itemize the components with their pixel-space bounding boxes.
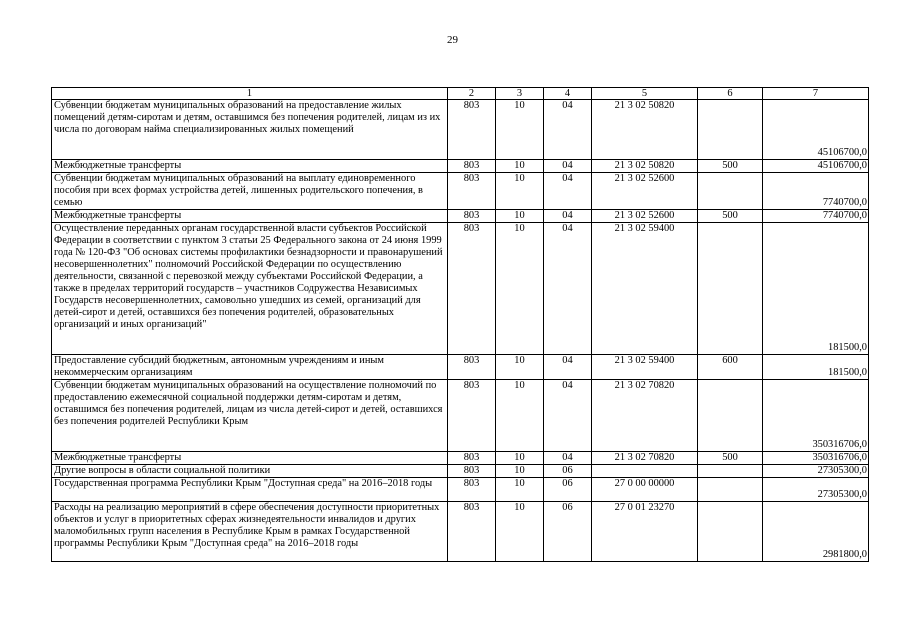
amount-cell: 45106700,0: [763, 100, 869, 160]
amount-cell: 181500,0: [763, 355, 869, 380]
column-header: 1: [52, 88, 448, 100]
amount-cell: 27305300,0: [763, 478, 869, 502]
code-cell: 803: [448, 210, 496, 223]
target-article-cell: 21 3 02 59400: [592, 223, 698, 355]
amount-cell: 27305300,0: [763, 465, 869, 478]
expense-type-cell: [698, 380, 763, 452]
subsection-cell: 04: [544, 173, 592, 210]
code-cell: 803: [448, 160, 496, 173]
subsection-cell: 04: [544, 223, 592, 355]
expense-type-cell: 500: [698, 452, 763, 465]
section-cell: 10: [496, 160, 544, 173]
table-row: [52, 173, 869, 210]
table-row: [52, 465, 869, 478]
amount-cell: 350316706,0: [763, 380, 869, 452]
expense-type-cell: [698, 173, 763, 210]
table-row: [52, 380, 869, 452]
code-cell: 803: [448, 380, 496, 452]
target-article-cell: 21 3 02 52600: [592, 210, 698, 223]
target-article-cell: 21 3 02 52600: [592, 173, 698, 210]
row-name-cell: Другие вопросы в области социальной политики: [52, 465, 448, 478]
expense-type-cell: 500: [698, 210, 763, 223]
row-name-cell: Межбюджетные трансферты: [52, 160, 448, 173]
subsection-cell: 04: [544, 160, 592, 173]
code-cell: 803: [448, 355, 496, 380]
code-cell: 803: [448, 478, 496, 502]
row-name-cell: Субвенции бюджетам муниципальных образований на осуществление полномочий по предоставлению ежемесячной социальной поддержки детям-сиротам и детям, оставшимся без попечения родителей, лицам из числа детей-сирот и детей, оставшихся без попечения родителей Республики Крым: [52, 380, 448, 452]
section-cell: 10: [496, 478, 544, 502]
target-article-cell: 27 0 00 00000: [592, 478, 698, 502]
row-name-cell: Субвенции бюджетам муниципальных образований на выплату единовременного пособия при всех формах устройства детей, лишенных родительского попечения, в семью: [52, 173, 448, 210]
target-article-cell: [592, 465, 698, 478]
target-article-cell: 21 3 02 70820: [592, 380, 698, 452]
section-cell: 10: [496, 173, 544, 210]
subsection-cell: 04: [544, 210, 592, 223]
row-name-cell: Государственная программа Республики Крым "Доступная среда" на 2016–2018 годы: [52, 478, 448, 502]
amount-cell: 2981800,0: [763, 502, 869, 562]
section-cell: 10: [496, 452, 544, 465]
row-name-cell: Межбюджетные трансферты: [52, 210, 448, 223]
section-cell: 10: [496, 210, 544, 223]
amount-cell: 7740700,0: [763, 173, 869, 210]
expense-type-cell: [698, 223, 763, 355]
target-article-cell: 21 3 02 50820: [592, 160, 698, 173]
code-cell: 803: [448, 173, 496, 210]
subsection-cell: 06: [544, 478, 592, 502]
amount-cell: 7740700,0: [763, 210, 869, 223]
target-article-cell: 27 0 01 23270: [592, 502, 698, 562]
table-row: [52, 100, 869, 160]
code-cell: 803: [448, 100, 496, 160]
row-name-cell: Межбюджетные трансферты: [52, 452, 448, 465]
expense-type-cell: [698, 465, 763, 478]
section-cell: 10: [496, 223, 544, 355]
expense-type-cell: [698, 100, 763, 160]
subsection-cell: 04: [544, 380, 592, 452]
table-row: [52, 502, 869, 562]
column-header: 6: [698, 88, 763, 100]
amount-cell: 350316706,0: [763, 452, 869, 465]
expense-type-cell: 500: [698, 160, 763, 173]
code-cell: 803: [448, 502, 496, 562]
table-row: [52, 452, 869, 465]
code-cell: 803: [448, 223, 496, 355]
subsection-cell: 04: [544, 452, 592, 465]
subsection-cell: 06: [544, 465, 592, 478]
row-name-cell: Расходы на реализацию мероприятий в сфере обеспечения доступности приоритетных объектов и услуг в приоритетных сферах жизнедеятельности инвалидов и других маломобильных групп населения в Республике Крым в рамках Государственной программы Республики Крым "Доступная среда" на 2016–2018 годы: [52, 502, 448, 562]
table-row: [52, 210, 869, 223]
section-cell: 10: [496, 100, 544, 160]
subsection-cell: 04: [544, 355, 592, 380]
row-name-cell: Осуществление переданных органам государственной власти субъектов Российской Федерации в соответствии с пунктом 3 статьи 25 Федерального закона от 24 июня 1999 года № 120-ФЗ "Об основах системы профилактики безнадзорности и правонарушений несовершеннолетних" полномочий Российской Федерации по осуществлению деятельности, связанной с перевозкой между субъектами Российской Федерации, а также в пределах территорий государств – участников Содружества Независимых Государств несовершеннолетних, самовольно ушедших из семей, организаций для детей-сирот и детей, оставшихся без попечения родителей, образовательных организаций и иных организаций": [52, 223, 448, 355]
section-cell: 10: [496, 380, 544, 452]
table-row: [52, 355, 869, 380]
expense-type-cell: [698, 478, 763, 502]
table-header-row: [52, 88, 869, 100]
column-header: 7: [763, 88, 869, 100]
budget-table: [51, 87, 869, 562]
table-row: [52, 160, 869, 173]
column-header: 5: [592, 88, 698, 100]
subsection-cell: 04: [544, 100, 592, 160]
section-cell: 10: [496, 502, 544, 562]
target-article-cell: 21 3 02 50820: [592, 100, 698, 160]
row-name-cell: Субвенции бюджетам муниципальных образований на предоставление жилых помещений детям-сиротам и детям, оставшимся без попечения родителей, лицам из их числа по договорам найма специализированных жилых помещений: [52, 100, 448, 160]
amount-cell: 181500,0: [763, 223, 869, 355]
code-cell: 803: [448, 465, 496, 478]
column-header: 2: [448, 88, 496, 100]
table-row: [52, 223, 869, 355]
row-name-cell: Предоставление субсидий бюджетным, автономным учреждениям и иным некоммерческим организациям: [52, 355, 448, 380]
section-cell: 10: [496, 465, 544, 478]
target-article-cell: 21 3 02 59400: [592, 355, 698, 380]
page-number: 29: [447, 34, 458, 46]
expense-type-cell: [698, 502, 763, 562]
expense-type-cell: 600: [698, 355, 763, 380]
subsection-cell: 06: [544, 502, 592, 562]
column-header: 3: [496, 88, 544, 100]
target-article-cell: 21 3 02 70820: [592, 452, 698, 465]
code-cell: 803: [448, 452, 496, 465]
section-cell: 10: [496, 355, 544, 380]
amount-cell: 45106700,0: [763, 160, 869, 173]
column-header: 4: [544, 88, 592, 100]
table-row: [52, 478, 869, 502]
